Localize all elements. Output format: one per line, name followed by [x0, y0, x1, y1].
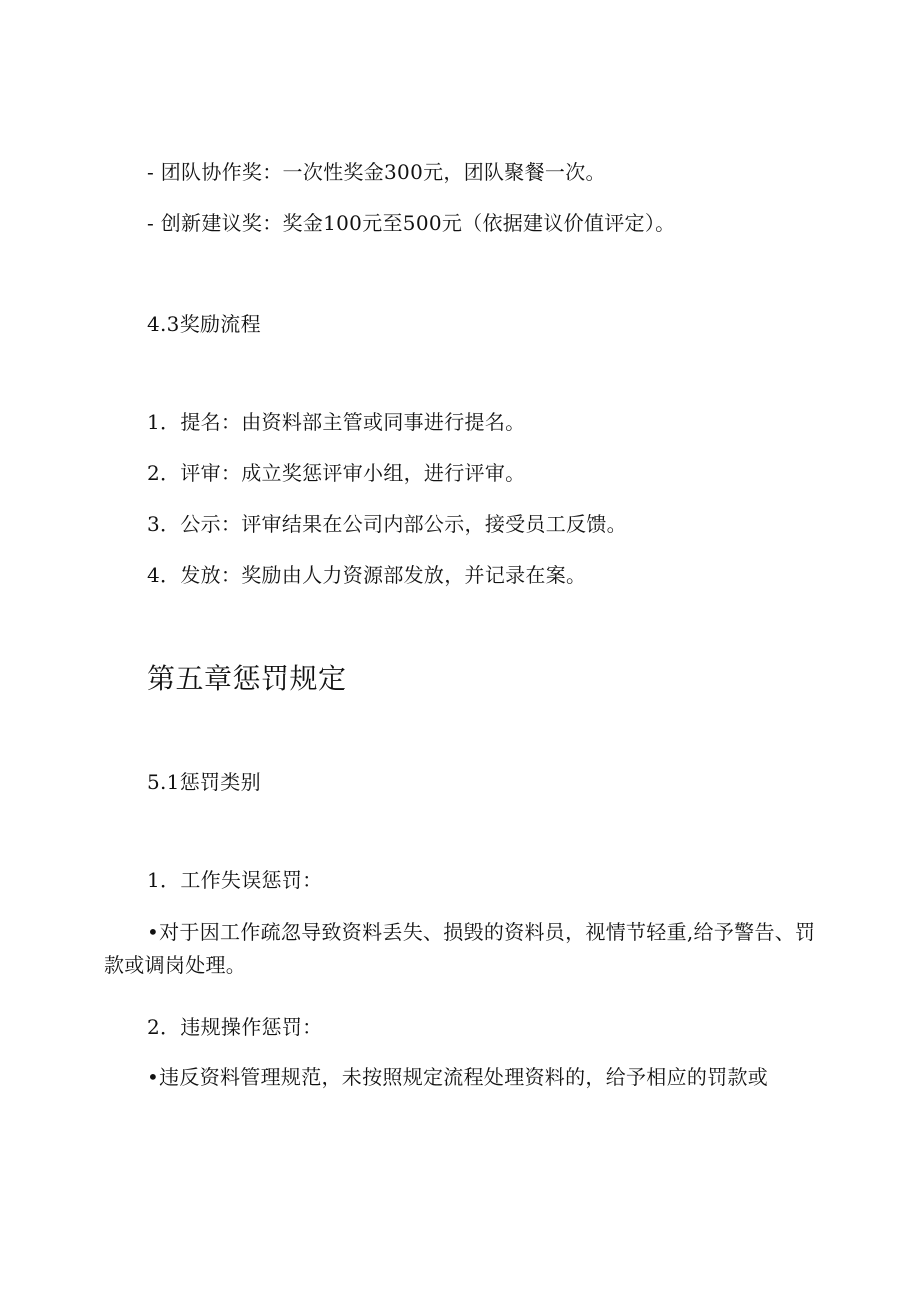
list-item-innovation-award: - 创新建议奖：奖金100元至500元（依据建议价值评定）。 [147, 211, 676, 235]
item-violation-title: 2．违规操作惩罚： [147, 1015, 323, 1039]
step-distribution: 4．发放：奖励由人力资源部发放，并记录在案。 [147, 563, 587, 587]
section-title-4-3: 4.3奖励流程 [147, 312, 261, 336]
step-review: 2．评审：成立奖惩评审小组，进行评审。 [147, 461, 526, 485]
item-violation-body: •违反资料管理规范，未按照规定流程处理资料的，给予相应的罚款或 [147, 1065, 769, 1089]
step-publicity: 3．公示：评审结果在公司内部公示，接受员工反馈。 [147, 512, 627, 536]
list-item-team-award: - 团队协作奖：一次性奖金300元，团队聚餐一次。 [147, 160, 606, 184]
item-work-error-body: •对于因工作疏忽导致资料丢失、损毁的资料员，视情节轻重,给予警告、罚款或调岗处理。 [104, 920, 816, 977]
item-work-error-title: 1．工作失误惩罚： [147, 868, 323, 892]
chapter-title: 第五章惩罚规定 [147, 662, 347, 695]
section-title-5-1: 5.1惩罚类别 [147, 770, 261, 794]
step-nomination: 1．提名：由资料部主管或同事进行提名。 [147, 410, 526, 434]
